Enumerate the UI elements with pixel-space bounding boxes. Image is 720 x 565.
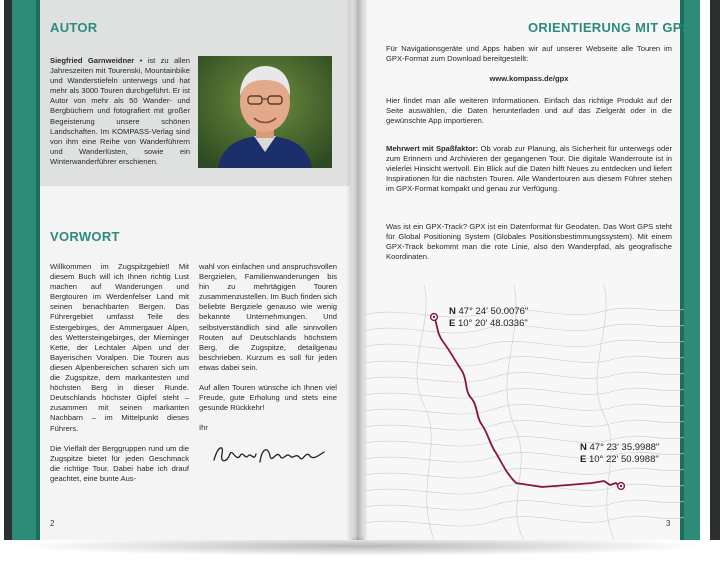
gps-heading: ORIENTIERUNG MIT GPS <box>528 20 691 35</box>
author-name: Siegfried Garnweidner <box>50 56 135 65</box>
foreword-heading: VORWORT <box>50 229 120 244</box>
author-heading: AUTOR <box>50 20 98 35</box>
fun-text: Ob vorab zur Planung, als Sicherheit für unterwegs oder zum Erinnern und Archivieren der gegangenen Tour. Die digitale Wanderroute ist in vielerlei Hinsicht wertvoll. Ein Blick auf die Daten hilft Neues zu entdecken und liefert Inspirationen für die nächsten Touren. Alle Wandertouren aus diesem Führer stehen im GPX-Format kompakt und genau zur Verfügung. <box>386 144 672 194</box>
fun-label: Mehrwert mit Spaßfaktor: <box>386 144 479 153</box>
foreword-closing: Ihr <box>199 423 208 433</box>
start-latitude: 47° 24' 50.0076" <box>458 306 529 317</box>
author-bio: • ist zu allen Jahreszeiten mit Tourenski, Mountainbike und Wanderstiefeln unterwegs und hat mehr als 3000 Touren durchgeführt. Er ist Autor von mehr als 50 Wander- und Bergbüchern und fotografiert mit großer Begeisterung unsere schönen Landschaften. Im KOMPASS-Verlag sind von ihm eine Reihe von Wanderführern und Wanderlüsten, sowie ein Winterwanderführer erschienen. <box>50 56 190 166</box>
foreword-column-1 <box>50 262 189 484</box>
gps-intro: Für Navigationsgeräte und Apps haben wir auf unserer Webseite alle Touren im GPX-Format zum Download bereitgestellt: <box>386 44 672 64</box>
gps-url: www.kompass.de/gpx <box>489 74 569 83</box>
end-e-label: E <box>580 454 587 465</box>
foreword-paragraph-4: Auf allen Touren wünsche ich Ihnen viel Freude, gute Erholung und stets eine gesunde Rückkehr! <box>199 383 337 413</box>
left-page-number: 2 <box>50 519 55 528</box>
end-longitude: 10° 22' 50.9988" <box>588 454 659 465</box>
foreword-paragraph-2: Die Vielfalt der Berggruppen rund um die Zugspitze bietet für jeden Geschmack die richtige Tour. Dabei habe ich drauf geachtet, eine bunte Aus- <box>50 443 189 483</box>
foreword-paragraph-1: Willkommen im Zugspitzgebiet! Mit diesem Buch will ich Ihnen richtig Lust machen auf Wanderungen und Bergtouren im Werdenfelser Land mit seinen benachbarten Bergen. Das Führergebiet umfasst Teile des Estergebirges, der Ammergauer Alpen, des Wettersteingebirges, der Mieminger Kette, der Lechtaler Alpen und der Bayerischen Voralpen. Die Touren aus diesen Alpenbereichen scharen sich um die Zugspitze, dem markantesten und höchsten Berg in dieser Runde. Deutschlands höchster Gipfel steht – zusammen mit seinen markanten Nachbarn – im Mittelpunkt dieses Führers. <box>50 262 189 433</box>
right-page-number: 3 <box>666 519 671 528</box>
gpx-track-paragraph: Was ist ein GPX-Track? GPX ist ein Datenformat für Geodaten. Das Wort GPS steht für Global Positioning System (Globales Positionsbestimmungssystem). Mit einem GPX-Track bekommt man die rote Linie, also den Wanderpfad, als geografische Koordinaten. <box>386 222 672 262</box>
end-latitude: 47° 23' 35.9988" <box>589 442 660 453</box>
gps-info: Hier findet man alle weiteren Informationen. Einfach das richtige Produkt auf der Seite auswählen, die Daten herunterladen und auf das Zielgerät oder in die gewünschte App importieren. <box>386 96 672 126</box>
foreword-paragraph-3: wahl von einfachen und anspruchsvollen Bergzielen, Familienwanderungen bis hin zu mehrtägigen Touren zusammenzustellen. Im Buch finden sich beliebte Bergziele genauso wie wenig bekannte Unternehmungen. Und selbstverständlich sind alle sinnvollen Routen auf Deutschlands höchstem Berg, die Zugspitze, detailgenau beschrieben. Kurzum es soll für jeden etwas dabei sein. <box>199 262 337 372</box>
book-cover-right-edge <box>710 0 720 540</box>
end-coordinates <box>580 442 659 466</box>
foreword-column-2 <box>199 262 337 433</box>
gps-fun-paragraph <box>386 144 672 194</box>
start-coordinates <box>449 306 528 330</box>
author-signature <box>210 440 330 475</box>
author-text <box>50 56 190 167</box>
start-e-label: E <box>449 318 456 329</box>
start-longitude: 10° 20' 48.0336" <box>457 318 528 329</box>
start-n-label: N <box>449 306 456 317</box>
author-photo <box>198 56 332 168</box>
left-page-color-edge <box>12 0 36 540</box>
right-page-color-edge <box>684 0 700 540</box>
end-n-label: N <box>580 442 587 453</box>
